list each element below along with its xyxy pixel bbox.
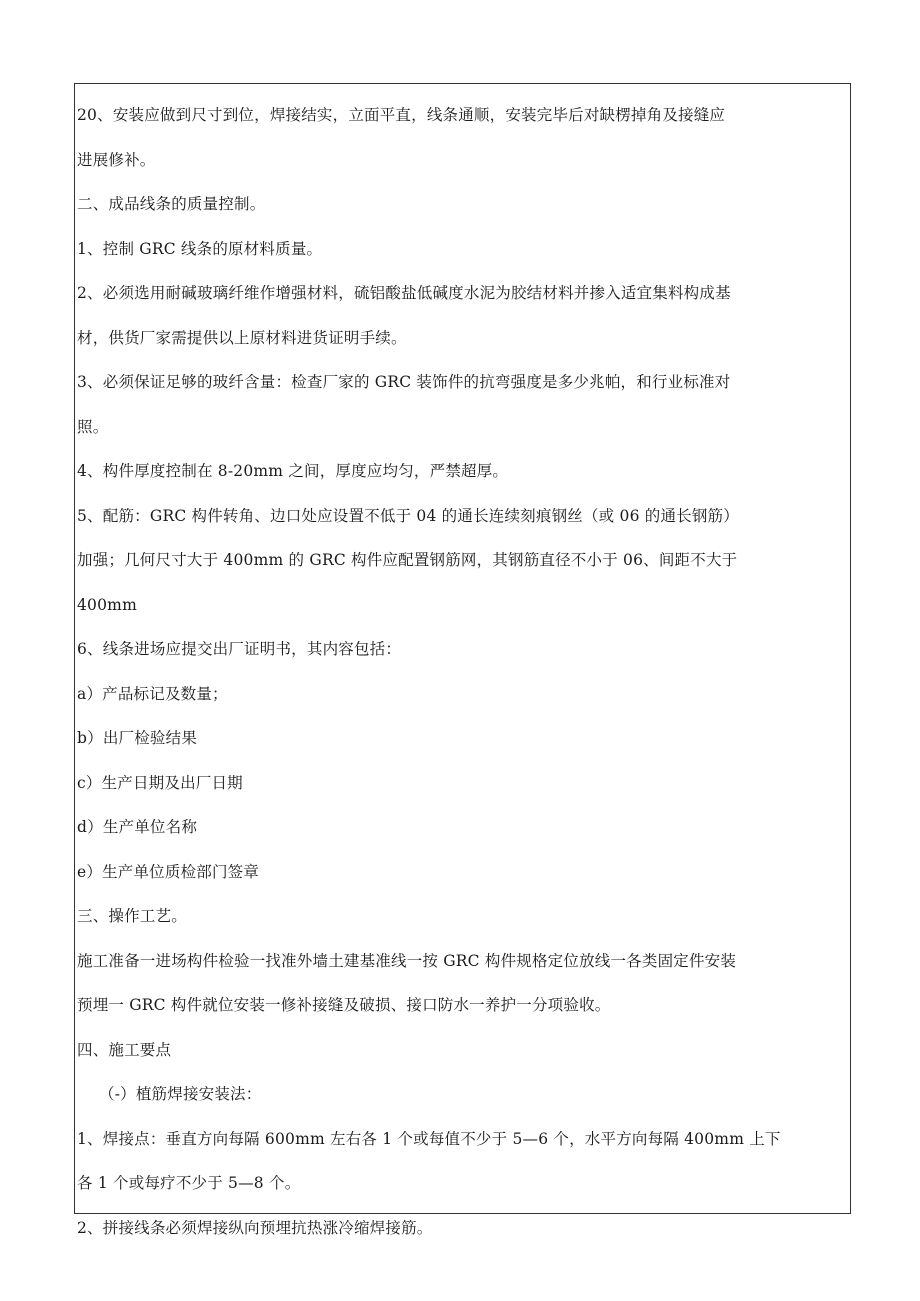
text-line: 400mm: [77, 595, 137, 614]
section-heading: 四、施工要点: [77, 1040, 172, 1059]
document-frame: [74, 83, 851, 1237]
list-item: c）生产日期及出厂日期: [77, 773, 243, 792]
section-heading: 三、操作工艺。: [77, 907, 187, 925]
text-line: 材，供货厂家需提供以上原材料进货证明手续。: [77, 328, 407, 347]
list-item: d）生产单位名称: [77, 818, 198, 836]
text-line: 20、安装应做到尺寸到位，焊接结实，立面平直，线条通顺，安装完毕后对缺楞掉角及接缝应: [77, 106, 726, 124]
text-line: 施工准备一进场构件检验一找准外墙土建基准线一按 GRC 构件规格定位放线一各类固定件安装: [77, 951, 737, 970]
text-line: 加强；几何尺寸大于 400mm 的 GRC 构件应配置钢筋网，其钢筋直径不小于 06、间距不大于: [77, 551, 738, 569]
text-line: 照。: [77, 417, 109, 436]
text-line: 进展修补。: [77, 150, 156, 169]
text-line: 2、必须选用耐碱玻璃纤维作增强材料，硫铝酸盐低碱度水泥为胶结材料并掺入适宜集料构成基: [77, 284, 731, 302]
list-item: b）出厂检验结果: [77, 729, 198, 747]
subsection-heading: （-）植筋焊接安装法：: [99, 1085, 262, 1103]
text-line: 6、线条进场应提交出厂证明书，其内容包括：: [77, 640, 402, 658]
text-line: 4、构件厚度控制在 8-20mm 之间，厚度应均匀，严禁超厚。: [77, 462, 509, 480]
text-line: 1、焊接点：垂直方向每隔 600mm 左右各 1 个或每值不少于 5—6 个，水平方向每隔 400mm 上下: [77, 1129, 781, 1148]
section-heading: 二、成品线条的质量控制。: [77, 195, 266, 213]
document-body: [77, 100, 848, 1237]
text-line: 各 1 个或每疗不少于 5—8 个。: [77, 1174, 301, 1192]
text-line: 预埋一 GRC 构件就位安装一修补接缝及破损、接口防水一养护一分项验收。: [77, 996, 611, 1014]
text-line: 1、控制 GRC 线条的原材料质量。: [77, 239, 323, 258]
list-item: e）生产单位质检部门签章: [77, 862, 260, 881]
text-line: 2、拼接线条必须焊接纵向预埋抗热涨冷缩焊接筋。: [77, 1218, 433, 1237]
text-line: 5、配筋：GRC 构件转角、边口处应设置不低于 04 的通长连续刻痕钢丝（或 06 的通长钢筋）: [77, 506, 739, 525]
list-item: a）产品标记及数量；: [77, 684, 228, 703]
text-line: 3、必须保证足够的玻纤含量：检查厂家的 GRC 装饰件的抗弯强度是多少兆帕，和行业标准对: [77, 373, 731, 391]
